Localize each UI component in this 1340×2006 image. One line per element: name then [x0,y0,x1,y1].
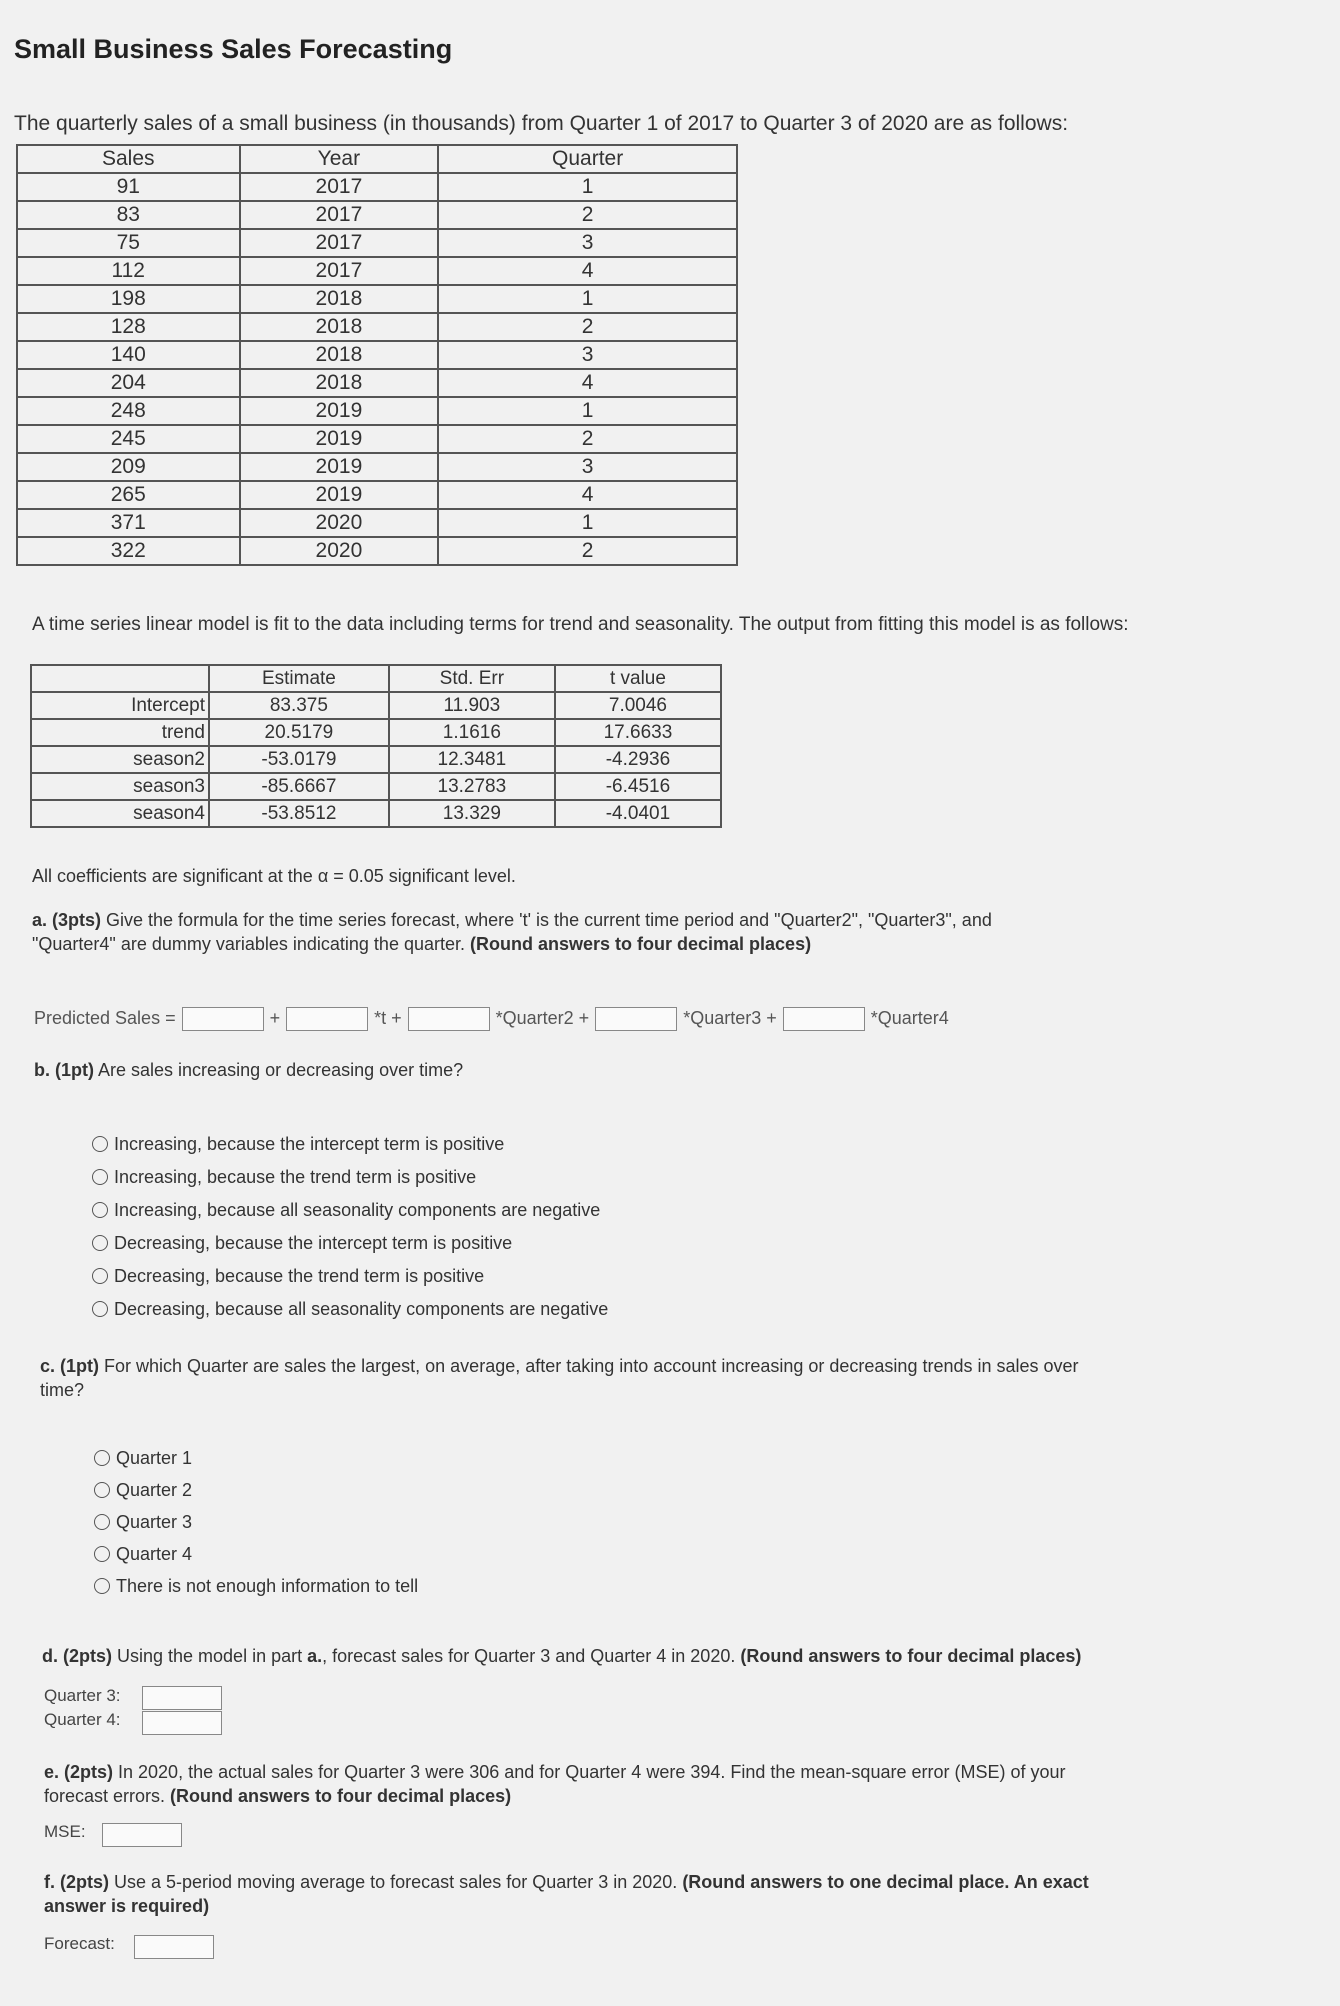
year-cell: 2020 [240,537,439,565]
sales-cell: 245 [17,425,240,453]
radio-button-icon[interactable] [92,1202,108,1218]
radio-option-label: Quarter 4 [116,1544,193,1564]
quarter4-term: *Quarter4 [870,1007,949,1028]
sales-cell: 128 [17,313,240,341]
part-e-prompt-line2 [44,1786,511,1807]
part-b-prompt [34,1060,463,1081]
quarter-cell: 1 [438,509,737,537]
part-c-text: For which Quarter are sales the largest, on average, after taking into account increasing or decreasing trends in sales over [99,1356,1079,1376]
year-cell: 2020 [240,509,439,537]
year-cell: 2018 [240,341,439,369]
term-cell: season2 [31,746,209,773]
year-cell: 2019 [240,481,439,509]
sales-cell: 204 [17,369,240,397]
tvalue-cell: 17.6633 [555,719,721,746]
table-row [17,313,737,341]
sales-cell: 75 [17,229,240,257]
forecast-label: Forecast: [44,1934,115,1953]
stderr-cell: 12.3481 [389,746,555,773]
part-a-round-note: (Round answers to four decimal places) [470,934,812,954]
sales-cell: 112 [17,257,240,285]
radio-button-icon[interactable] [92,1136,108,1152]
part-d-ref: a. [307,1646,323,1666]
part-f-round-note2: answer is required) [44,1896,210,1916]
part-b-option-3[interactable] [92,1200,600,1221]
sales-cell: 248 [17,397,240,425]
term-cell: season4 [31,800,209,827]
estimate-cell: -53.0179 [209,746,389,773]
quarter-cell: 4 [438,369,737,397]
table-row [17,229,737,257]
intercept-input[interactable] [182,1007,264,1031]
radio-button-icon[interactable] [94,1482,110,1498]
part-b-option-5[interactable] [92,1266,484,1287]
mse-label: MSE: [44,1822,86,1841]
page-title: Small Business Sales Forecasting [14,34,453,64]
part-c-option-3[interactable] [94,1512,192,1533]
radio-option-label: Quarter 2 [116,1480,193,1500]
quarter-cell: 1 [438,173,737,201]
tvalue-header: t value [555,665,721,692]
part-e-text: In 2020, the actual sales for Quarter 3 were 306 and for Quarter 4 were 394. Find the mean-square error (MSE) of your [113,1762,1066,1782]
trend-coef-input[interactable] [286,1007,368,1031]
year-cell: 2017 [240,173,439,201]
quarter-cell: 1 [438,285,737,313]
radio-option-label: Increasing, because all seasonality components are negative [114,1200,601,1220]
significance-note: All coefficients are significant at the α = 0.05 significant level. [32,866,516,886]
q4-forecast-label: Quarter 4: [44,1710,121,1729]
part-b-option-2[interactable] [92,1167,476,1188]
stderr-cell: 1.1616 [389,719,555,746]
part-b-option-4[interactable] [92,1233,512,1254]
year-cell: 2019 [240,425,439,453]
year-cell: 2017 [240,229,439,257]
radio-option-label: Decreasing, because the intercept term is positive [114,1233,513,1253]
year-cell: 2017 [240,201,439,229]
table-row [17,509,737,537]
table-row [31,719,721,746]
radio-button-icon[interactable] [94,1514,110,1530]
table-row [17,369,737,397]
table-row [31,800,721,827]
radio-option-label: Decreasing, because the trend term is positive [114,1266,485,1286]
radio-option-label: Increasing, because the trend term is positive [114,1167,477,1187]
radio-button-icon[interactable] [94,1578,110,1594]
mse-input[interactable] [102,1823,182,1847]
table-row [17,537,737,565]
sales-cell: 91 [17,173,240,201]
part-c-prompt-line2: time? [40,1380,85,1400]
part-c-option-1[interactable] [94,1448,192,1469]
tvalue-cell: -4.2936 [555,746,721,773]
radio-option-label: Quarter 3 [116,1512,193,1532]
part-a-prompt-line2 [32,934,811,955]
q4-forecast-input[interactable] [142,1711,222,1735]
term-cell: season3 [31,773,209,800]
part-d-prompt [42,1646,1081,1667]
sales-cell: 198 [17,285,240,313]
tvalue-cell: 7.0046 [555,692,721,719]
year-cell: 2018 [240,313,439,341]
quarter-cell: 3 [438,341,737,369]
quarter-cell: 2 [438,425,737,453]
tvalue-cell: -4.0401 [555,800,721,827]
part-d-text3: , forecast sales for Quarter 3 and Quarter 4 in 2020. [322,1646,741,1666]
quarter-cell: 2 [438,201,737,229]
year-cell: 2017 [240,257,439,285]
plus-sign: + [269,1007,281,1028]
table-row [17,173,737,201]
part-d-round-note: (Round answers to four decimal places) [740,1646,1082,1666]
part-b-text: Are sales increasing or decreasing over time? [94,1060,464,1080]
stderr-cell: 13.2783 [389,773,555,800]
quarter-cell: 1 [438,397,737,425]
quarter3-term: *Quarter3 + [683,1007,777,1028]
radio-button-icon[interactable] [92,1268,108,1284]
radio-option-label: There is not enough information to tell [116,1576,419,1596]
part-a-prompt [32,910,992,931]
part-f-round-note: (Round answers to one decimal place. An exact [682,1872,1089,1892]
part-f-text: Use a 5-period moving average to forecast sales for Quarter 3 in 2020. [109,1872,683,1892]
sales-cell: 209 [17,453,240,481]
estimate-cell: -53.8512 [209,800,389,827]
model-output-table [30,664,722,828]
q3-forecast-label: Quarter 3: [44,1686,121,1705]
model-intro-text: A time series linear model is fit to the data including terms for trend and seasonality. The output from fitting this model is as follows: [32,614,1129,635]
quarter2-coef-input[interactable] [408,1007,490,1031]
part-f-prompt [44,1872,1089,1893]
table-row [31,692,721,719]
part-c-option-5[interactable] [94,1576,418,1597]
year-cell: 2019 [240,453,439,481]
sales-table [16,144,738,566]
estimate-cell: -85.6667 [209,773,389,800]
table-row [17,285,737,313]
sales-cell: 83 [17,201,240,229]
sales-cell: 371 [17,509,240,537]
part-c-option-4[interactable] [94,1544,192,1565]
part-c-prompt [40,1356,1079,1377]
term-cell: Intercept [31,692,209,719]
table-row [17,481,737,509]
term-cell: trend [31,719,209,746]
quarter-header: Quarter [438,145,737,173]
sales-cell: 140 [17,341,240,369]
table-row [17,341,737,369]
part-e-prompt [44,1762,1066,1783]
table-row [31,746,721,773]
part-b-option-1[interactable] [92,1134,504,1155]
estimate-cell: 20.5179 [209,719,389,746]
estimate-header: Estimate [209,665,389,692]
part-e-label: e. (2pts) [44,1762,114,1782]
part-f-prompt-line2 [44,1896,209,1917]
radio-button-icon[interactable] [92,1301,108,1317]
sales-cell: 322 [17,537,240,565]
year-cell: 2018 [240,369,439,397]
formula-label: Predicted Sales = [34,1007,176,1028]
year-cell: 2019 [240,397,439,425]
part-b-option-6[interactable] [92,1299,608,1320]
radio-button-icon[interactable] [94,1546,110,1562]
sales-cell: 265 [17,481,240,509]
table-row [17,425,737,453]
t-term: *t + [374,1007,402,1028]
quarter-cell: 2 [438,537,737,565]
table-row [17,257,737,285]
formula-row [34,1007,949,1031]
part-a-text2: "Quarter4" are dummy variables indicating the quarter. [32,934,470,954]
part-d-text: Using the model in part [112,1646,308,1666]
part-c-option-2[interactable] [94,1480,192,1501]
part-a-label: a. (3pts) [32,910,102,930]
year-header: Year [240,145,439,173]
tvalue-cell: -6.4516 [555,773,721,800]
stderr-header: Std. Err [389,665,555,692]
radio-option-label: Quarter 1 [116,1448,193,1468]
quarter4-coef-input[interactable] [783,1007,865,1031]
quarter-cell: 4 [438,257,737,285]
stderr-cell: 11.903 [389,692,555,719]
part-b-label: b. (1pt) [34,1060,94,1080]
part-d-label: d. (2pts) [42,1646,112,1666]
q3-forecast-input[interactable] [142,1686,222,1710]
table-row [17,201,737,229]
year-cell: 2018 [240,285,439,313]
intro-text: The quarterly sales of a small business (in thousands) from Quarter 1 of 2017 to Quarter 3 of 2020 are as follows: [14,112,1069,135]
radio-button-icon[interactable] [92,1169,108,1185]
radio-button-icon[interactable] [94,1450,110,1466]
quarter-cell: 4 [438,481,737,509]
quarter-cell: 3 [438,229,737,257]
radio-option-label: Decreasing, because all seasonality components are negative [114,1299,609,1319]
quarter2-term: *Quarter2 + [495,1007,590,1028]
quarter3-coef-input[interactable] [595,1007,677,1031]
moving-average-forecast-input[interactable] [134,1935,214,1959]
quarter-cell: 2 [438,313,737,341]
part-c-label: c. (1pt) [40,1356,100,1376]
part-f-label: f. (2pts) [44,1872,109,1892]
radio-option-label: Increasing, because the intercept term is positive [114,1134,505,1154]
quarter-cell: 3 [438,453,737,481]
estimate-cell: 83.375 [209,692,389,719]
table-row [17,397,737,425]
model-blank-header [31,665,209,692]
table-row [17,453,737,481]
radio-button-icon[interactable] [92,1235,108,1251]
part-a-text: Give the formula for the time series forecast, where 't' is the current time period and "Quarter2", "Quarter3", and [101,910,992,930]
stderr-cell: 13.329 [389,800,555,827]
sales-header: Sales [17,145,240,173]
part-e-text2: forecast errors. [44,1786,171,1806]
table-row [31,773,721,800]
part-e-round-note: (Round answers to four decimal places) [170,1786,512,1806]
